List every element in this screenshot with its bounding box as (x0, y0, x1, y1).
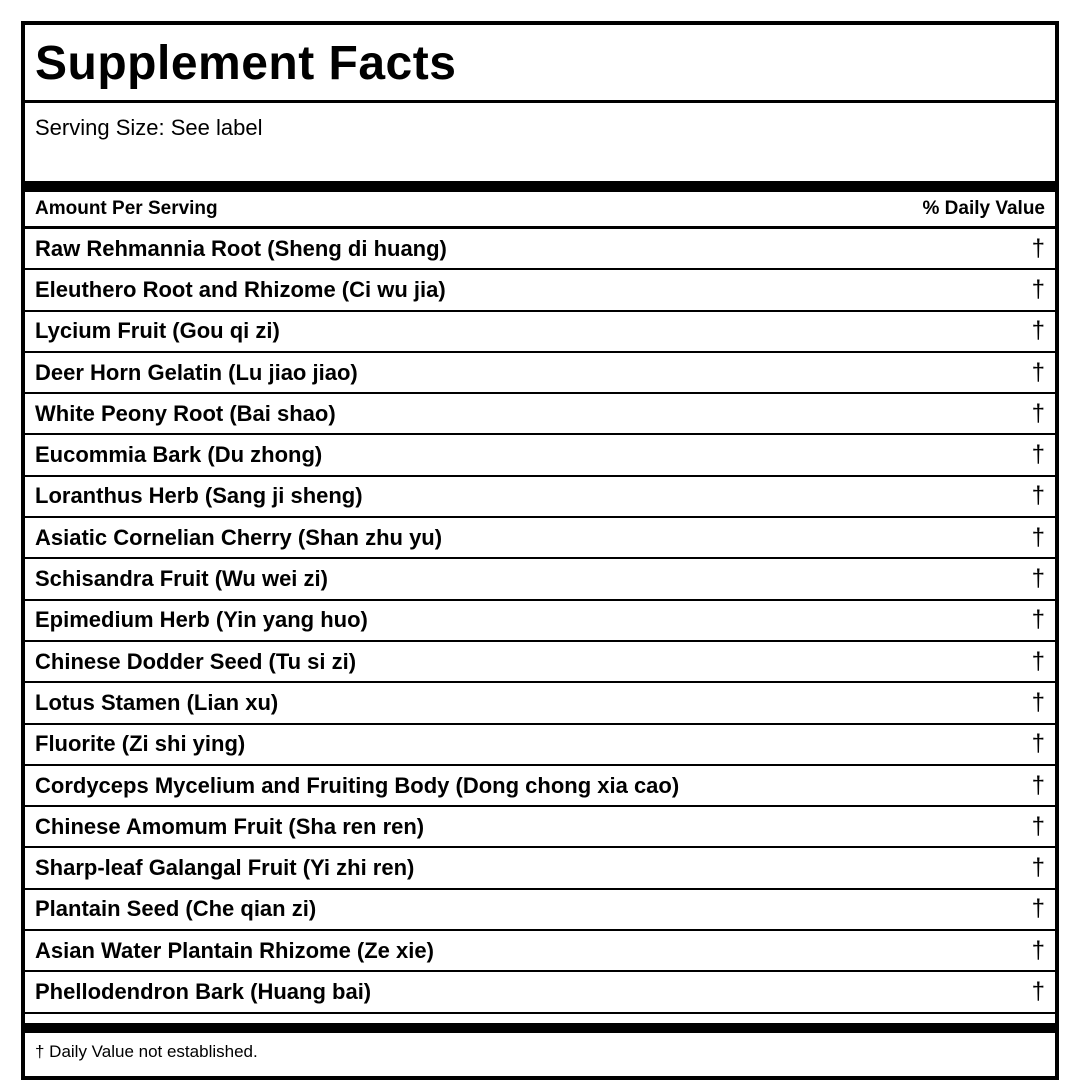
ingredient-daily-value: † (1031, 936, 1045, 964)
ingredient-row (25, 890, 1055, 931)
ingredient-daily-value: † (1031, 482, 1045, 510)
ingredient-daily-value: † (1031, 399, 1045, 427)
ingredient-daily-value: † (1031, 441, 1045, 469)
ingredient-name: White Peony Root (Bai shao) (35, 400, 336, 426)
ingredient-name: Eucommia Bark (Du zhong) (35, 442, 323, 468)
ingredient-name: Epimedium Herb (Yin yang huo) (35, 607, 368, 633)
column-header-row (25, 192, 1055, 229)
ingredient-name: Lotus Stamen (Lian xu) (35, 689, 279, 715)
ingredient-row (25, 683, 1055, 724)
ingredient-name: Chinese Amomum Fruit (Sha ren ren) (35, 813, 425, 839)
ingredient-name: Loranthus Herb (Sang ji sheng) (35, 483, 363, 509)
ingredient-name: Raw Rehmannia Root (Sheng di huang) (35, 235, 447, 261)
ingredient-name: Plantain Seed (Che qian zi) (35, 896, 317, 922)
ingredient-name: Eleuthero Root and Rhizome (Ci wu jia) (35, 276, 446, 302)
ingredient-daily-value: † (1031, 854, 1045, 882)
ingredient-daily-value: † (1031, 606, 1045, 634)
ingredient-daily-value: † (1031, 730, 1045, 758)
supplement-facts-panel (21, 21, 1059, 1080)
ingredient-daily-value: † (1031, 812, 1045, 840)
ingredient-row (25, 353, 1055, 394)
ingredient-row (25, 270, 1055, 311)
ingredient-name: Phellodendron Bark (Huang bai) (35, 978, 372, 1004)
ingredient-name: Asian Water Plantain Rhizome (Ze xie) (35, 937, 434, 963)
serving-size: Serving Size: See label (35, 115, 263, 140)
ingredient-row (25, 642, 1055, 683)
ingredient-daily-value: † (1031, 647, 1045, 675)
ingredient-row (25, 312, 1055, 353)
ingredient-name: Deer Horn Gelatin (Lu jiao jiao) (35, 359, 358, 385)
thick-divider (25, 1014, 1055, 1033)
ingredient-row (25, 972, 1055, 1013)
ingredient-daily-value: † (1031, 234, 1045, 262)
amount-per-serving-header: Amount Per Serving (35, 198, 218, 219)
ingredient-row (25, 807, 1055, 848)
footnote: † Daily Value not established. (35, 1041, 258, 1061)
ingredient-daily-value: † (1031, 358, 1045, 386)
title-block (25, 25, 1055, 103)
ingredient-row (25, 559, 1055, 600)
ingredient-list (25, 229, 1055, 1014)
ingredient-name: Sharp-leaf Galangal Fruit (Yi zhi ren) (35, 855, 415, 881)
ingredient-row (25, 848, 1055, 889)
daily-value-header: % Daily Value (922, 198, 1045, 219)
ingredient-daily-value: † (1031, 317, 1045, 345)
ingredient-daily-value: † (1031, 565, 1045, 593)
ingredient-name: Fluorite (Zi shi ying) (35, 731, 246, 757)
ingredient-daily-value: † (1031, 275, 1045, 303)
ingredient-row (25, 435, 1055, 476)
ingredient-row (25, 518, 1055, 559)
ingredient-daily-value: † (1031, 771, 1045, 799)
serving-block (25, 103, 1055, 192)
ingredient-name: Chinese Dodder Seed (Tu si zi) (35, 648, 357, 674)
ingredient-daily-value: † (1031, 977, 1045, 1005)
ingredient-daily-value: † (1031, 895, 1045, 923)
ingredient-row (25, 931, 1055, 972)
ingredient-name: Lycium Fruit (Gou qi zi) (35, 318, 280, 344)
ingredient-name: Cordyceps Mycelium and Fruiting Body (Dong chong xia cao) (35, 772, 680, 798)
ingredient-row (25, 394, 1055, 435)
ingredient-daily-value: † (1031, 688, 1045, 716)
ingredient-row (25, 725, 1055, 766)
ingredient-name: Schisandra Fruit (Wu wei zi) (35, 566, 328, 592)
panel-title: Supplement Facts (35, 37, 457, 90)
ingredient-row (25, 601, 1055, 642)
ingredient-row (25, 766, 1055, 807)
ingredient-row (25, 229, 1055, 270)
ingredient-row (25, 477, 1055, 518)
ingredient-name: Asiatic Cornelian Cherry (Shan zhu yu) (35, 524, 443, 550)
ingredient-daily-value: † (1031, 523, 1045, 551)
